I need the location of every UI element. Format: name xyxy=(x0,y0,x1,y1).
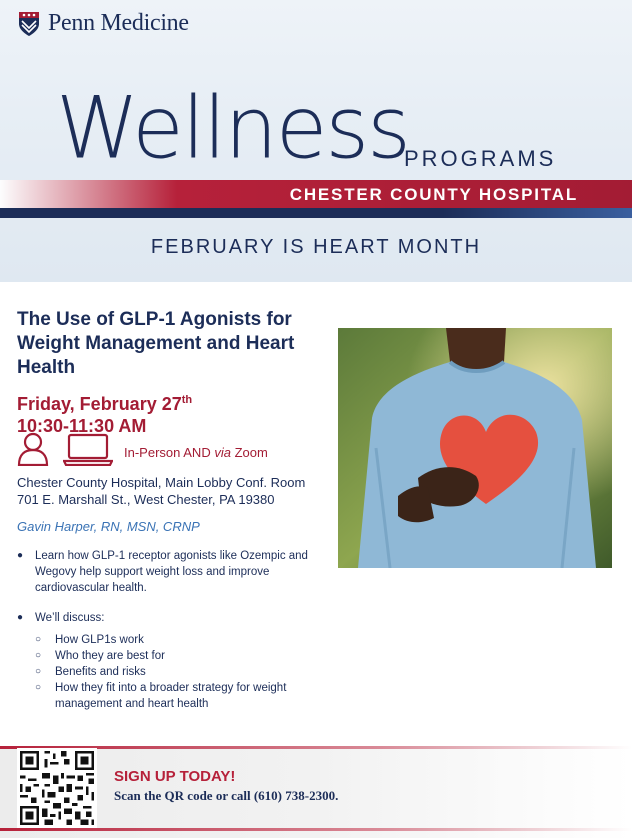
bullet-dot: ● xyxy=(17,550,24,561)
hospital-name: CHESTER COUNTY HOSPITAL xyxy=(289,185,578,204)
bullet-dot: ● xyxy=(17,612,24,623)
location-line-2: 701 E. Marshall St., West Chester, PA 19380 xyxy=(17,492,275,507)
circle-bullet: ○ xyxy=(35,666,42,677)
bullet-text: Learn how GLP-1 receptor agonists like Ozempic and Wegovy help support weight loss and improve cardiovascular health. xyxy=(35,550,308,594)
sub-list-item xyxy=(35,664,337,680)
event-date xyxy=(17,389,192,415)
event-location xyxy=(17,474,305,508)
mode-via: via xyxy=(214,445,231,460)
wellness-heading: Wellness xyxy=(56,78,409,178)
heart-shirt-photo xyxy=(338,328,612,568)
signup-instructions: Scan the QR code or call (610) 738-2300. xyxy=(114,788,339,803)
circle-bullet: ○ xyxy=(35,682,42,693)
location-line-1: Chester County Hospital, Main Lobby Conf. Room xyxy=(17,475,306,490)
list-item xyxy=(17,610,337,712)
list-item xyxy=(17,548,337,596)
sub-item-text: Benefits and risks xyxy=(55,666,146,678)
programs-heading: PROGRAMS xyxy=(404,146,557,171)
attendance-mode xyxy=(124,445,268,460)
penn-medicine-logo xyxy=(18,10,189,37)
event-title: The Use of GLP-1 Agonists for Weight Management and Heart Health xyxy=(17,309,295,378)
footer-bottom-rule xyxy=(0,828,632,831)
circle-bullet: ○ xyxy=(35,634,42,645)
brand-name: Penn Medicine xyxy=(48,10,189,36)
event-date-suffix: th xyxy=(181,394,193,406)
sub-list-item xyxy=(35,680,337,712)
sub-item-text: How they fit into a broader strategy for weight management and heart health xyxy=(55,682,287,710)
navy-stripe xyxy=(0,208,632,218)
bullet-text: We’ll discuss: xyxy=(35,612,105,624)
laptop-icon xyxy=(63,432,113,466)
event-date-text: Friday, February 27 xyxy=(17,394,182,414)
sub-list-item xyxy=(35,648,337,664)
sub-item-text: How GLP1s work xyxy=(55,634,144,646)
mode-pre: In-Person AND xyxy=(124,445,215,460)
heart-month-heading: FEBRUARY IS HEART MONTH xyxy=(150,236,482,258)
signup-heading: SIGN UP TODAY! xyxy=(114,768,236,785)
penn-shield-icon xyxy=(18,11,40,37)
person-icon xyxy=(17,432,49,466)
discussion-sublist xyxy=(35,632,337,712)
sub-list-item xyxy=(35,632,337,648)
photo-illustration xyxy=(338,328,612,568)
sub-item-text: Who they are best for xyxy=(55,650,165,662)
mode-post: Zoom xyxy=(230,445,268,460)
circle-bullet: ○ xyxy=(35,650,42,661)
qr-code[interactable] xyxy=(17,748,97,828)
attendance-icons xyxy=(17,432,113,466)
event-details-list xyxy=(17,548,337,726)
speaker-name: Gavin Harper, RN, MSN, CRNP xyxy=(17,519,200,534)
event-datetime xyxy=(17,389,192,437)
event-time: 10:30-11:30 AM xyxy=(17,416,147,436)
